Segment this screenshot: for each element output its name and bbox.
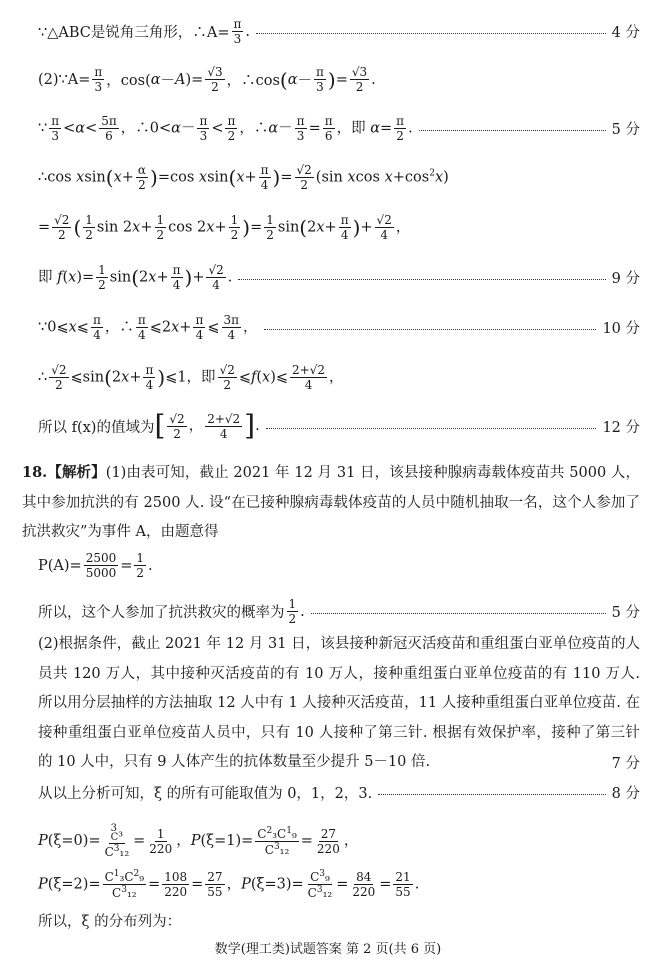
solution-line-2: (2)∵A= $\frac{\pi}{3}$ ，cos( α － A )= $\frac{√3}{2}$ ，∴cos ( α － $\frac{\pi}{3}$ ) = $\frac{√3}{2}$ . (38, 65, 376, 94)
score-label: 10 分 (602, 321, 640, 337)
text-acute-triangle: ∵△ABC是锐角三角形，∴A= (38, 25, 230, 41)
score-label: 5 分 (611, 605, 640, 621)
solution-line-8: ∴ $\frac{√2}{2}$ ⩽sin(2x+ $\frac{\pi}{4}$ )⩽1，即 $\frac{√2}{2}$ ⩽f(x)⩽ $\frac{2+√2}{4}$ ， (38, 363, 344, 392)
score-label: 12 分 (602, 419, 640, 436)
q18-paragraph-2 (38, 630, 640, 778)
values-text: 从以上分析可知，ξ 的所有可能取值为 0，1，2，3. (38, 786, 373, 802)
dot-leader (378, 794, 605, 795)
q18-part1-text: (1)由表可知，截止 2021 年 12 月 31 日，该县接种腺病毒载体疫苗共 5000 人，其中参加抗洪的有 2500 人. 设“在已接种腺病毒载体疫苗的人员中随机抽取一名，这个人参加了抗洪救灾”为事件 A，由题意得 (22, 465, 640, 540)
score-label: 8 分 (611, 786, 640, 802)
solution-line-4: ∴cos xsin(x+ $\frac{\alpha}{2}$ )=cos xsin(x+ $\frac{\pi}{4}$ )= $\frac{√2}{2}$ (sin xcos $x+\cos^2x$) (38, 163, 449, 192)
solution-line-3: ∵ $\frac{\pi}{3}$ <α< $\frac{5\pi}{6}$ ，∴0<α－ $\frac{\pi}{3}$ < $\frac{\pi}{2}$ ，∴α－ $\frac{\pi}{3}$ = $\frac{\pi}{6}$ ，即 α= $\frac{\pi}{2}$ . 5 分 (38, 114, 640, 143)
solution-line-6: 即 f(x)= $\frac{1}{2}$ sin(2x+ $\frac{\pi}{4}$ )+ $\frac{√2}{4}$ . 9 分 (38, 263, 640, 292)
dot-leader (419, 130, 606, 131)
dot-leader (264, 329, 597, 330)
score-label: 5 分 (611, 122, 640, 138)
text-part-2: (2)∵A= (38, 71, 91, 88)
prob-a-label: P(A)= (38, 557, 82, 574)
distribution-line (38, 910, 640, 931)
fraction-pi-over-3: $\frac{\pi}{3}$ (233, 17, 242, 46)
solution-line-9: 所以 f(x)的值域为 [ $\frac{√2}{2}$ ， $\frac{2+√2}{4}$ ]. 12 分 (38, 409, 640, 442)
solution-line-1: ∵△ABC是锐角三角形，∴A= $\frac{\pi}{3}$ . 4 分 (38, 17, 640, 46)
solution-line-7: ∵0⩽x⩽ $\frac{\pi}{4}$ ，∴ $\frac{\pi}{4}$ ⩽2x+ $\frac{\pi}{4}$ ⩽ $\frac{3\pi}{4}$ ， 10 分 (38, 313, 640, 342)
page-footer: 数学(理工类)试题答案 第 2 页(共 6 页) (214, 942, 442, 957)
prob-line-1: P(ξ=0)= 3 C ₃ $C^3_{12}$ = $\frac{1}{220}$ ，P(ξ=1)= $\frac{C^2_3C^1_9}{C^3_{12}}$ = $\frac{27}{220}$ ， (38, 823, 359, 859)
dot-leader (256, 33, 606, 34)
solution-line-5: = $\frac{√2}{2}$ ( $\frac{1}{2}$ sin 2x+ $\frac{1}{2}$ cos 2x+ $\frac{1}{2}$ )= $\frac{1}{2}$ sin(2x+ $\frac{\pi}{4}$ )+ $\frac{√2}{4}$ ， (38, 213, 411, 242)
score-label: 4 分 (611, 25, 640, 41)
dot-leader (311, 613, 606, 614)
q18-paragraph-1 (22, 458, 640, 548)
q18-label: 18.【解析】 (22, 464, 106, 481)
dot-leader (266, 428, 597, 429)
text-range: 所以 f(x)的值域为 (38, 419, 155, 436)
values-line (38, 782, 640, 803)
conclusion-text: 所以，这个人参加了抗洪救灾的概率为 (38, 605, 285, 621)
score-label: 9 分 (611, 271, 640, 287)
q18-conclusion-line: 所以，这个人参加了抗洪救灾的概率为 $\frac{1}{2}$ . 5 分 (38, 597, 640, 626)
prob-line-2: P(ξ=2)= $\frac{C^1_3C^2_9}{C^3_{12}}$ = $\frac{108}{220}$ = $\frac{27}{55}$ ，P(ξ=3)= $\frac{C^3_9}{C^3_{12}}$ = $\frac{84}{220}$ = $\frac{21}{55}$ . (38, 869, 420, 900)
prob-a-line: P(A)= $\frac{2500}{5000}$ = $\frac{1}{2}$ . (38, 551, 153, 580)
score-label: 7 分 (611, 756, 640, 772)
dot-leader (238, 279, 605, 280)
distribution-text: 所以，ξ 的分布列为： (38, 914, 182, 930)
q18-part2-text: (2)根据条件，截止 2021 年 12 月 31 日，该县接种新冠灭活疫苗和重组蛋白亚单位疫苗的人员共 120 万人，其中接种灭活疫苗的有 10 万人，接种重组蛋白亚单位疫苗的有 110 万人. 所以用分层抽样的方法抽取 12 人中有 1 人接种灭活疫苗，11 人接种重组蛋白亚单位疫苗. 在接种重组蛋白亚单位疫苗人员中，只有 10 人接种了第三针. 根据有效保护率，接种了第三针的 10 人中，只有 9 人体产生的抗体数量至少提升 5－10 倍. (38, 636, 640, 770)
